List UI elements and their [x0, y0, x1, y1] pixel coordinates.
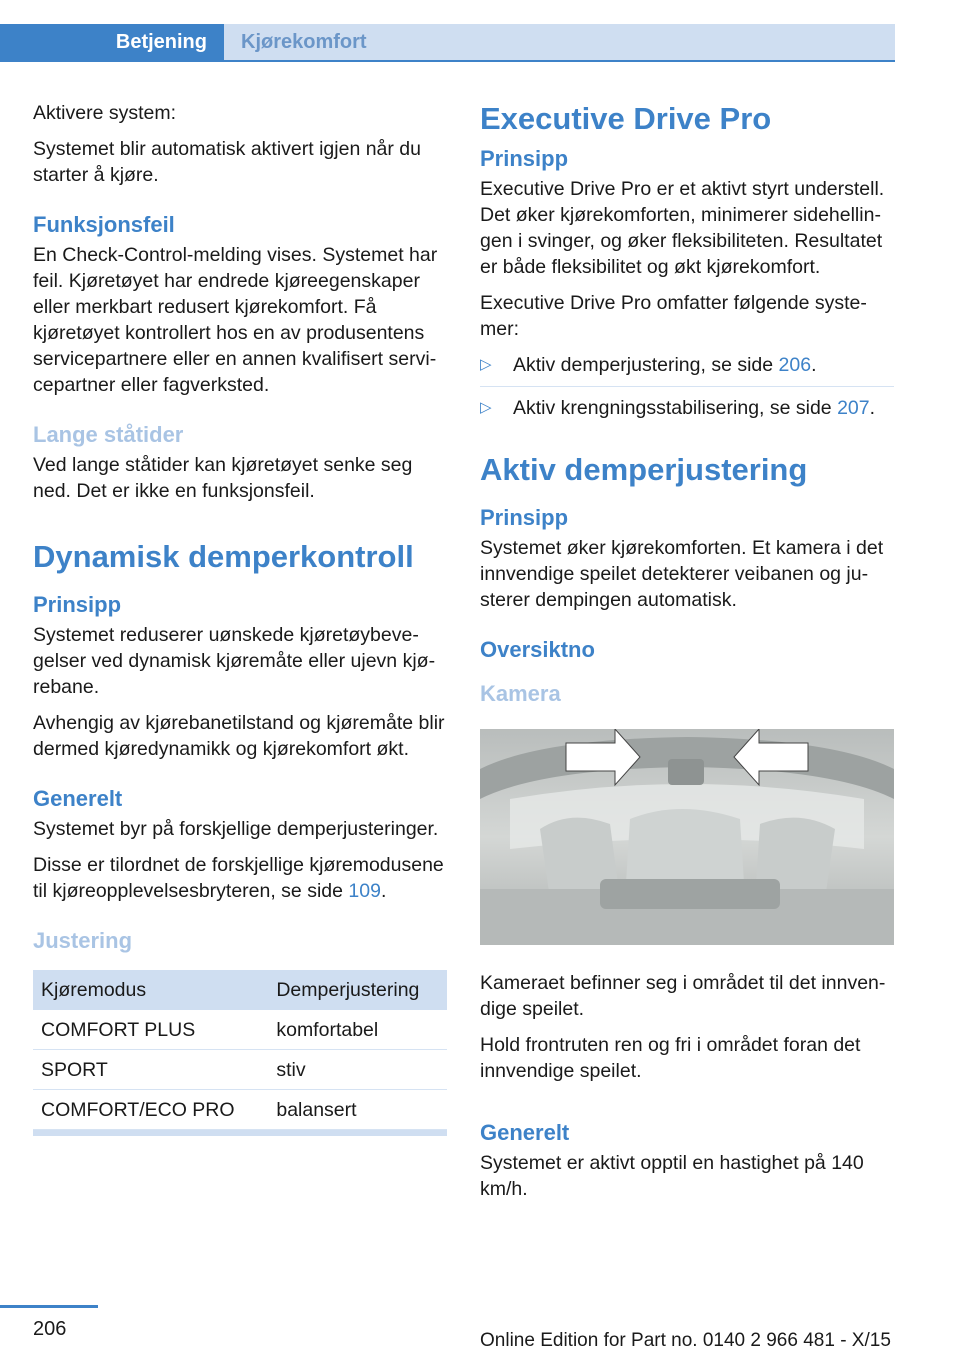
- left-column: [33, 100, 447, 1136]
- table-cell: COMFORT/ECO PRO: [33, 1090, 268, 1130]
- list-item: ▷ Aktiv demperjustering, se side 206.: [480, 352, 894, 387]
- edp-principle-heading: Prinsipp: [480, 146, 569, 171]
- page-number: 206: [33, 1318, 67, 1340]
- active-principle-text: Systemet øker kjørekomforten. Et kamera i det innvendige speilet detekterer veibanen og justerer dempingen automatisk.: [480, 537, 884, 611]
- adjust-heading: Justering: [33, 928, 133, 953]
- camera-text-1: Kameraet befinner seg i området til det innvendige speilet.: [480, 972, 886, 1020]
- header-divider: [0, 60, 895, 62]
- page-number-divider: [0, 1305, 98, 1308]
- tab-betjening[interactable]: Betjening: [0, 24, 224, 60]
- page-link-109[interactable]: 109: [348, 880, 381, 902]
- standstill-text: Ved lange ståtider kan kjøretøyet senke seg ned. Det er ikke en funksjonsfeil.: [33, 454, 413, 502]
- right-general-heading: Generelt: [480, 1120, 570, 1145]
- overview-heading: Oversiktno: [480, 637, 595, 662]
- table-row: [33, 1010, 447, 1050]
- active-principle-heading: Prinsipp: [480, 505, 569, 530]
- list-item: ▷ Aktiv krengningsstabilisering, se side 207.: [480, 397, 876, 419]
- table-bottom-bar: [33, 1130, 447, 1136]
- camera-text-2: Hold frontruten ren og fri i området foran det innvendige speilet.: [480, 1034, 861, 1082]
- activate-label: Aktivere system:: [33, 102, 177, 124]
- active-damper-heading: Aktiv demperjustering: [480, 452, 808, 487]
- standstill-heading: Lange ståtider: [33, 422, 184, 447]
- tab-kjorekomfort[interactable]: Kjørekomfort: [224, 24, 895, 60]
- edition-footer: Online Edition for Part no. 0140 2 966 481 - X/15: [480, 1330, 891, 1351]
- table-cell: SPORT: [33, 1050, 268, 1090]
- damper-table: [33, 970, 447, 1130]
- table-row: [33, 1050, 447, 1090]
- table-cell: balansert: [268, 1090, 447, 1130]
- principle-text-2: Avhengig av kjørebanetilstand og kjøremåte blir dermed kjøredynamikk og kjørekomfort økt.: [33, 712, 445, 760]
- table-cell: stiv: [268, 1050, 447, 1090]
- table-header-mode: Kjøremodus: [33, 970, 268, 1010]
- page-link-207[interactable]: 207: [837, 397, 870, 419]
- table-header-row: [33, 970, 447, 1010]
- edp-system-list: [480, 352, 894, 429]
- table-cell: komfortabel: [268, 1010, 447, 1050]
- table-cell: COMFORT PLUS: [33, 1010, 268, 1050]
- right-general-text: Systemet er aktivt opptil en hastighet på 140 km/h.: [480, 1152, 864, 1200]
- page-link-206[interactable]: 206: [778, 354, 812, 376]
- edp-principle-text-1: Executive Drive Pro er et aktivt styrt understell. Det øker kjørekomforten, minimerer sidehellingen i svinger, og øker fleksibiliteten. Resultatet er både fleksibilitet og økt kjørekomfort.: [480, 178, 885, 278]
- edp-heading: Executive Drive Pro: [480, 101, 772, 136]
- malfunction-heading: Funksjonsfeil: [33, 212, 175, 237]
- dynamic-damper-heading: Dynamisk demperkontroll: [33, 539, 414, 574]
- malfunction-text: En Check-Control-melding vises. Systemet har feil. Kjøretøyet har endrede kjøreegenskaper eller merkbart redusert kjørekomfort. Få kjøretøyet kontrollert hos en av produsentens servicepartnere eller en annen kvalifisert servicepartner eller fagverksted.: [33, 244, 438, 396]
- car-interior-camera-image: [480, 729, 894, 945]
- general-heading: Generelt: [33, 786, 123, 811]
- triangle-bullet-icon: ▷: [480, 399, 492, 416]
- camera-heading: Kamera: [480, 681, 561, 706]
- triangle-bullet-icon: ▷: [480, 356, 492, 373]
- activate-text: Systemet blir automatisk aktivert igjen når du starter å kjøre.: [33, 138, 422, 186]
- general-text-1: Systemet byr på forskjellige demperjusteringer.: [33, 818, 439, 840]
- general-text-2: Disse er tilordnet de forskjellige kjøremodusene til kjøreopplevelsesbryteren, se side 109.: [33, 854, 444, 902]
- right-column: [480, 100, 894, 1212]
- edp-principle-text-2: Executive Drive Pro omfatter følgende systemer:: [480, 292, 867, 340]
- principle-text-1: Systemet reduserer uønskede kjøretøybevegelser ved dynamisk kjøremåte eller ujevn kjørebane.: [33, 624, 436, 698]
- page-header: [0, 24, 895, 62]
- table-row: [33, 1090, 447, 1130]
- table-header-damper: Demperjustering: [268, 970, 447, 1010]
- principle-heading: Prinsipp: [33, 592, 122, 617]
